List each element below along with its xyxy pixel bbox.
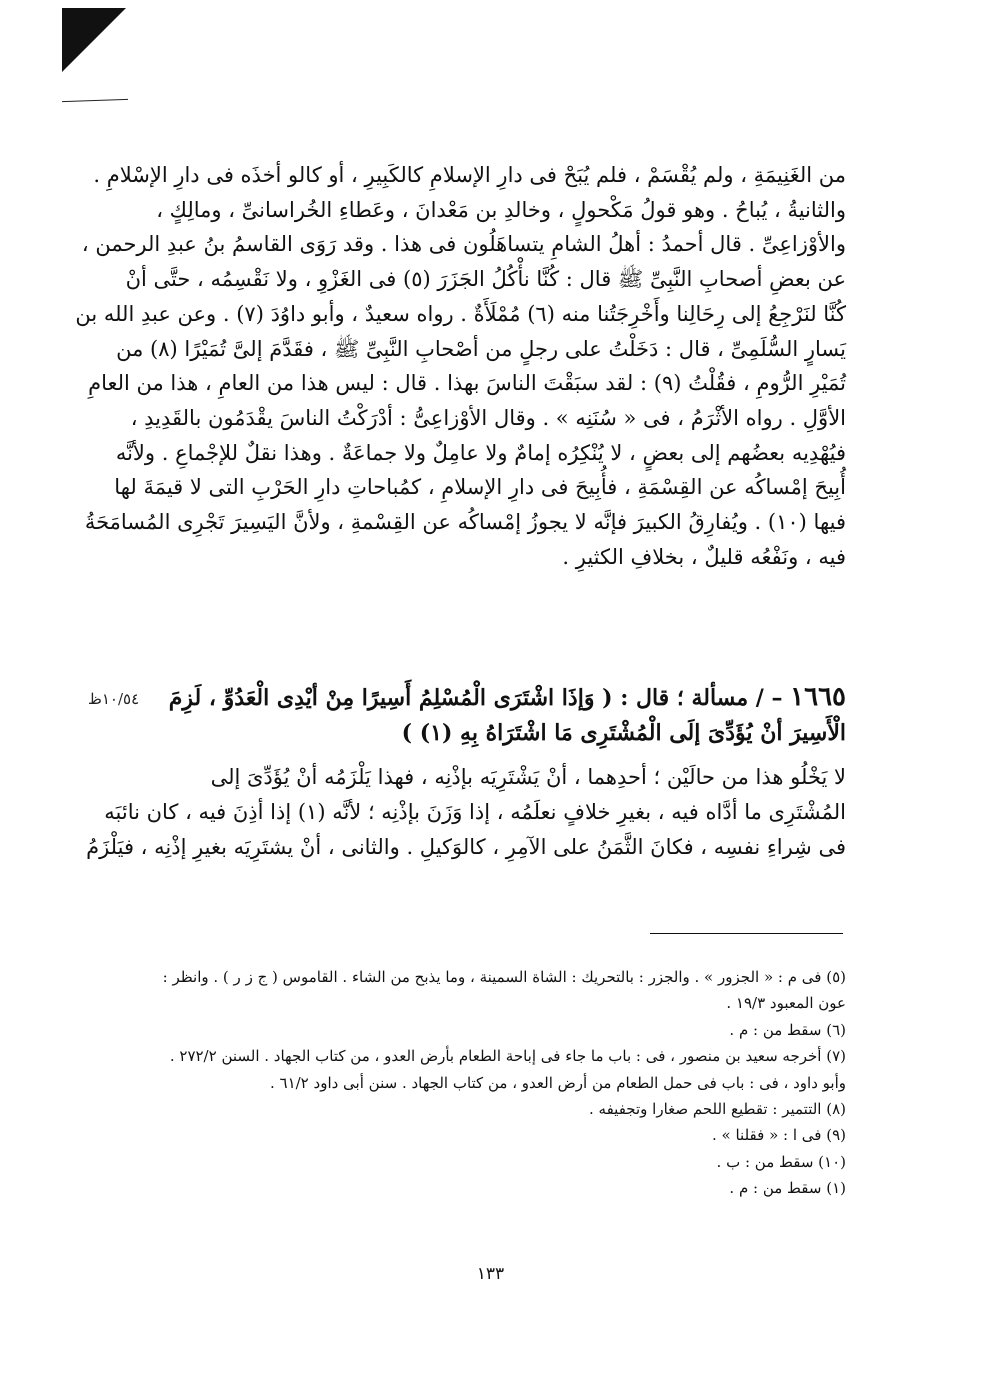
text-line: فيها (١٠) . ويُفارِقُ الكبيرَ فإنَّه لا يجوزُ إمْساكُه عن القِسْمةِ ، ولأنَّ اليَسِيرَ تَجْرِى المُسامَحَةُ — [84, 510, 846, 535]
margin-manuscript-reference: ١٠/٥٤ظ — [88, 690, 140, 708]
footnote: (١) سقط من : م . — [729, 1179, 846, 1198]
footnote: (٧) أخرجه سعيد بن منصور ، فى : باب ما جاء فى إباحة الطعام بأرض العدو ، من كتاب الجهاد . السنن ٢٧٢/٢ . — [169, 1047, 846, 1066]
text-line: من الغَنِيمَةِ ، ولم يُقْسَمْ ، فلم يُبَحْ فى دارِ الإسلامِ كالكَبِيرِ ، أو كالو أخذَه فى دارِ الإسْلامِ . — [93, 163, 846, 187]
footnote: (١٠) سقط من : ب . — [716, 1152, 846, 1171]
text-line: لا يَخْلُو هذا من حالَيْن ؛ أحدِهما ، أنْ يَشْتَرِيَه بإذْنِه ، فهذا يَلْزَمُه أنْ يُؤَدِّىَ إلى — [210, 765, 846, 789]
footnote: (٦) سقط من : م . — [729, 1020, 846, 1039]
footnote: (٨) التتمير : تقطيع اللحم صغارا وتجفيفه . — [589, 1100, 846, 1119]
issue-heading — [170, 680, 846, 751]
footnote: وأبو داود ، فى : باب فى حمل الطعام من أرض العدو ، من كتاب الجهاد . سنن أبى داود ٦١/٢ . — [269, 1073, 846, 1092]
issue-prefix: – / مسألة ؛ قال : ( — [602, 685, 783, 711]
text-line: فى شِراءِ نفسِه ، فكانَ الثَّمَنُ على الآمِرِ ، كالوَكيلِ . والثانى ، أنْ يشتَرِيَه بغيرِ إذْنِه ، فيَلْزَمُ — [86, 835, 846, 859]
text-line: فيه ، ونَفْعُه قليلٌ ، بخلافِ الكثيرِ . — [562, 544, 846, 569]
footnotes-list — [160, 964, 846, 1202]
text-line: عن بعضِ أصحابِ النَّبِىِّ ﷺ قال : كُنَّا نأْكُلُ الجَزَرَ (٥) فى الغَزْوِ ، ولا نَقْسِمُه ، حتَّى أنْ — [125, 267, 846, 292]
text-line: والثانيةُ ، يُباحُ . وهو قولُ مَكْحولٍ ، وخالدِ بن مَعْدانَ ، وعَطاءِ الخُراسانىِّ ، ومالِكٍ ، — [156, 197, 846, 222]
text-line: كُنَّا لنَرْجِعُ إلى رِحَالِنا وأَخْرِجَتُنا منه (٦) مُمْلَأَةٌ . رواه سعيدٌ ، وأبو داوُدَ (٧) . وعن عبدِ الله بن — [75, 301, 846, 326]
text-line: المُشْتَرِى ما أدَّاه فيه ، بغيرِ خلافٍ نعلَمُه ، إذا وَزَنَ بإذْنِه ؛ لأنَّه (١) إذا أذِنَ فيه ، كان نائبَه — [104, 800, 846, 824]
text-line: تُمَيْرِ الرُّومِ ، فقُلْتُ (٩) : لقد سبَقْتَ الناسَ بهذا . قال : ليس هذا من العامِ ، هذا من العامِ — [88, 371, 846, 396]
issue-text-line-1: وَإذَا اشْتَرَى الْمُسْلِمُ أَسِيرًا مِنْ أيْدِى الْعَدُوِّ ، لَزِمَ — [168, 685, 595, 711]
issue-heading-line — [170, 680, 846, 716]
text-line: والأوْزاعِىِّ . قال أحمدُ : أهلُ الشامِ يتساهَلُون فى هذا . وقد رَوَى القاسمُ بنُ عبدِ الرحمن ، — [81, 232, 846, 257]
footnote: (٩) فى ا : « فقلنا » . — [712, 1126, 846, 1145]
issue-number: ١٦٦٥ — [790, 682, 846, 712]
main-paragraph — [75, 158, 846, 574]
issue-text-line-2: الْأَسِيرَ أنْ يُؤَدِّىَ إلَى الْمُشْتَرِى مَا اشْتَرَاهُ بِهِ (١) ) — [401, 720, 846, 746]
footnote: عون المعبود ١٩/٣ . — [726, 994, 846, 1013]
footnote: (٥) فى م : « الجزور » . والجزر : بالتحريك : الشاة السمينة ، وما يذبح من الشاء . القاموس ( ج ز ر ) . وانظر : — [162, 968, 846, 986]
footnote-separator — [650, 933, 843, 934]
text-line: الأوَّلِ . رواه الأثْرَمُ ، فى « سُنَنِه » . وقال الأوْزاعِىُّ : أدْرَكْتُ الناسَ يقْدَمُون بالقَدِيدِ ، — [130, 405, 846, 430]
page-number: ١٣٣ — [476, 1264, 505, 1284]
text-line: أُبِيحَ إمْساكُه عن القِسْمَةِ ، فأُبِيحَ فى دارِ الإسلامِ ، كمُباحاتِ دارِ الحَرْبِ التى لا قيمَةَ لها — [114, 475, 846, 500]
text-line: فيُهْدِيه بعضُهم إلى بعضٍ ، لا يُنْكِرُه إمامٌ ولا عامِلٌ ولا جماعَةٌ . وهذا نقلٌ للإجْماعِ . ولأنَّه — [115, 440, 846, 465]
commentary-paragraph — [86, 760, 846, 865]
corner-rule-line — [62, 99, 128, 102]
corner-triangle-mark — [62, 8, 126, 72]
text-line: يَسارٍ السُّلَمِىِّ ، قال : دَخَلْتُ على رجلٍ من أصْحابِ النَّبِىِّ ﷺ ، فقَدَّمَ إلىَّ تُمَيْرًا (٨) من — [116, 336, 846, 361]
